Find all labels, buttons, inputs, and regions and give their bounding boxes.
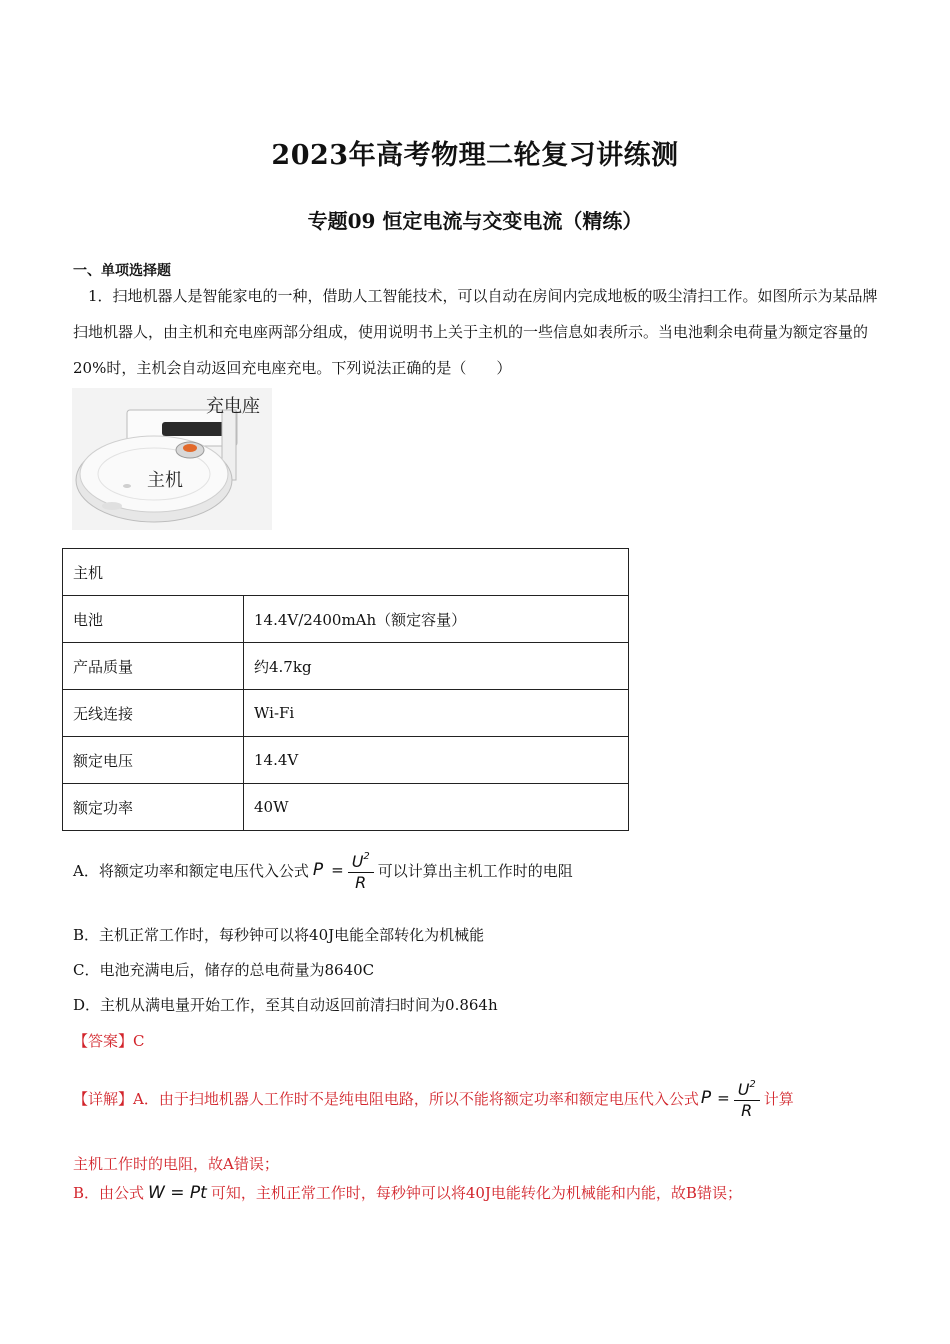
explain-line-3-pre: B．由公式 bbox=[73, 1184, 145, 1202]
formula-denominator: R bbox=[355, 873, 367, 892]
page-title: 2023年高考物理二轮复习讲练测 bbox=[271, 140, 679, 171]
option-c: C．电池充满电后，储存的总电荷量为8640C bbox=[73, 961, 375, 979]
table-key-cell: 额定电压 bbox=[63, 737, 244, 784]
option-a bbox=[73, 840, 573, 900]
formula-fraction-2 bbox=[734, 1075, 760, 1121]
table-key-cell: 额定功率 bbox=[63, 784, 244, 831]
explain-line-1 bbox=[73, 1066, 794, 1130]
option-a-text-post: 可以计算出主机工作时的电阻 bbox=[377, 861, 573, 880]
section-heading: 一、单项选择题 bbox=[73, 263, 171, 279]
option-d: D．主机从满电量开始工作，至其自动返回前清扫时间为0.864h bbox=[73, 996, 498, 1014]
table-key-cell: 电池 bbox=[63, 596, 244, 643]
formula-squared-2: 2 bbox=[749, 1079, 756, 1090]
table-row bbox=[63, 596, 629, 643]
figure-label-dock: 充电座 bbox=[206, 396, 260, 417]
question-1-text: 1．扫地机器人是智能家电的一种，借助人工智能技术，可以自动在房间内完成地板的吸尘清扫工作。如图所示为某品牌扫地机器人，由主机和充电座两部分组成，使用说明书上关于主机的一些信息如表所示。当电池剩余电荷量为额定容量的20%时，主机会自动返回充电座充电。下列说法正确的是（ ） bbox=[73, 287, 878, 377]
explain-line-1-post: 计算 bbox=[763, 1089, 794, 1108]
robot-figure bbox=[72, 388, 272, 530]
explain-line-3 bbox=[73, 1182, 742, 1203]
formula-eq: = bbox=[331, 861, 344, 879]
formula-denominator-2: R bbox=[741, 1101, 753, 1120]
table-value-cell: Wi-Fi bbox=[244, 690, 629, 737]
table-row bbox=[63, 690, 629, 737]
table-key-cell: 无线连接 bbox=[63, 690, 244, 737]
spec-table bbox=[62, 548, 629, 831]
table-row bbox=[63, 643, 629, 690]
table-row bbox=[63, 549, 629, 596]
formula-eq-2: = bbox=[717, 1089, 730, 1107]
table-row bbox=[63, 737, 629, 784]
explain-line-1-pre: 【详解】A．由于扫地机器人工作时不是纯电阻电路，所以不能将额定功率和额定电压代入公式 bbox=[73, 1089, 699, 1108]
option-b: B．主机正常工作时，每秒钟可以将40J电能全部转化为机械能 bbox=[73, 926, 485, 944]
table-row bbox=[63, 784, 629, 831]
table-value-cell: 约4.7kg bbox=[244, 643, 629, 690]
formula-numerator bbox=[348, 847, 374, 873]
explain-line-2: 主机工作时的电阻，故A错误； bbox=[73, 1155, 279, 1173]
table-key-cell: 产品质量 bbox=[63, 643, 244, 690]
option-a-text-pre: A．将额定功率和额定电压代入公式 bbox=[73, 861, 309, 880]
formula-w-pt: W = Pt bbox=[148, 1182, 207, 1203]
formula-p-2: P bbox=[700, 1088, 712, 1108]
figure-label-main: 主机 bbox=[147, 470, 183, 491]
formula-fraction bbox=[348, 847, 374, 893]
formula-u: U bbox=[351, 852, 364, 871]
explain-line-3-post: 可知，主机正常工作时，每秒钟可以将40J电能转化为机械能和内能，故B错误； bbox=[210, 1184, 742, 1202]
page-subtitle: 专题09 恒定电流与交变电流（精练） bbox=[307, 209, 643, 233]
table-header-cell: 主机 bbox=[63, 549, 629, 596]
table-value-cell: 14.4V/2400mAh（额定容量） bbox=[244, 596, 629, 643]
table-value-cell: 40W bbox=[244, 784, 629, 831]
formula-u-2: U bbox=[737, 1080, 750, 1099]
formula-p: P bbox=[312, 860, 324, 880]
table-value-cell: 14.4V bbox=[244, 737, 629, 784]
formula-numerator-2 bbox=[734, 1075, 760, 1101]
formula-squared: 2 bbox=[363, 851, 370, 862]
answer-line: 【答案】C bbox=[73, 1032, 145, 1050]
